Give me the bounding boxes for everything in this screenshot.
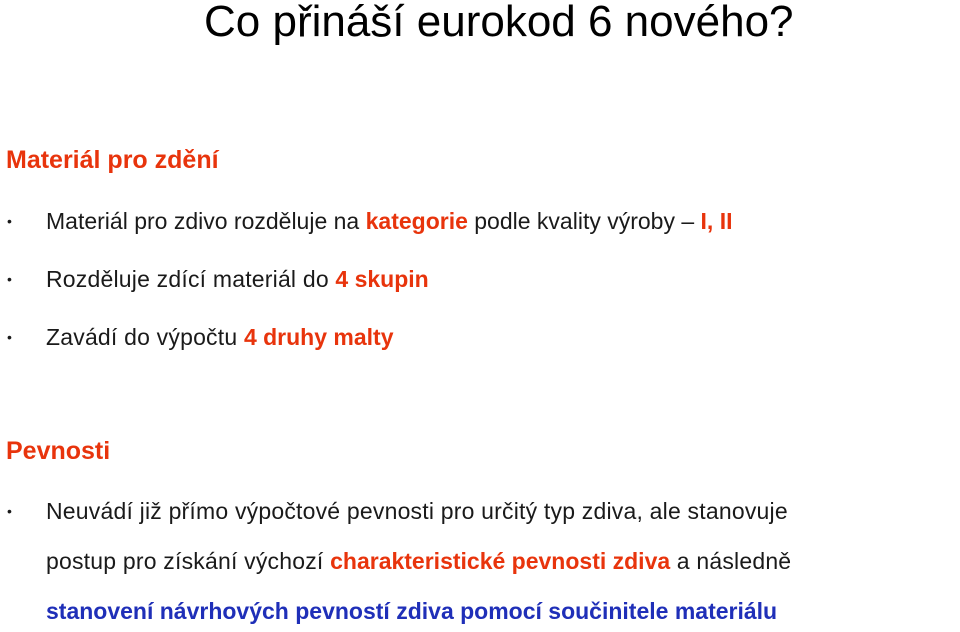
bullet-item-strength-line2 bbox=[46, 547, 791, 575]
dash-separator: – bbox=[681, 208, 695, 234]
bullet-text: a následně bbox=[670, 548, 792, 574]
bullet-text: podle kvality výroby bbox=[467, 208, 682, 234]
section-heading-strength: Pevnosti bbox=[6, 437, 111, 465]
slide-title: Co přináší eurokod 6 nového? bbox=[204, 0, 794, 46]
bullet-highlight-mortar: 4 druhy malty bbox=[243, 324, 394, 350]
bullet-text: Rozděluje zdící materiál do bbox=[46, 266, 336, 292]
bullet-icon: • bbox=[7, 271, 12, 287]
bullet-item-strength-line1 bbox=[7, 497, 788, 525]
bullet-item-strength-line3: stanovení návrhových pevností zdiva pomocí součinitele materiálu bbox=[46, 598, 778, 624]
bullet-highlight-groups: 4 skupin bbox=[335, 266, 429, 292]
bullet-icon: • bbox=[7, 503, 12, 519]
bullet-text: Materiál pro zdivo rozděluje na bbox=[46, 208, 366, 234]
bullet-icon: • bbox=[7, 213, 12, 229]
bullet-highlight-categories: kategorie bbox=[365, 208, 468, 234]
bullet-item-categories bbox=[7, 207, 733, 235]
bullet-item-mortar bbox=[7, 323, 394, 351]
bullet-item-groups bbox=[7, 265, 429, 293]
bullet-text: Zavádí do výpočtu bbox=[46, 324, 244, 350]
bullet-text: postup pro získání výchozí bbox=[46, 548, 331, 574]
bullet-highlight-characteristic-strength: charakteristické pevnosti zdiva bbox=[330, 548, 671, 574]
bullet-text: Neuvádí již přímo výpočtové pevnosti pro určitý typ zdiva, ale stanovuje bbox=[46, 498, 788, 524]
bullet-icon: • bbox=[7, 329, 12, 345]
bullet-highlight-classes: I, II bbox=[694, 208, 733, 234]
section-heading-materials: Materiál pro zdění bbox=[6, 146, 219, 174]
